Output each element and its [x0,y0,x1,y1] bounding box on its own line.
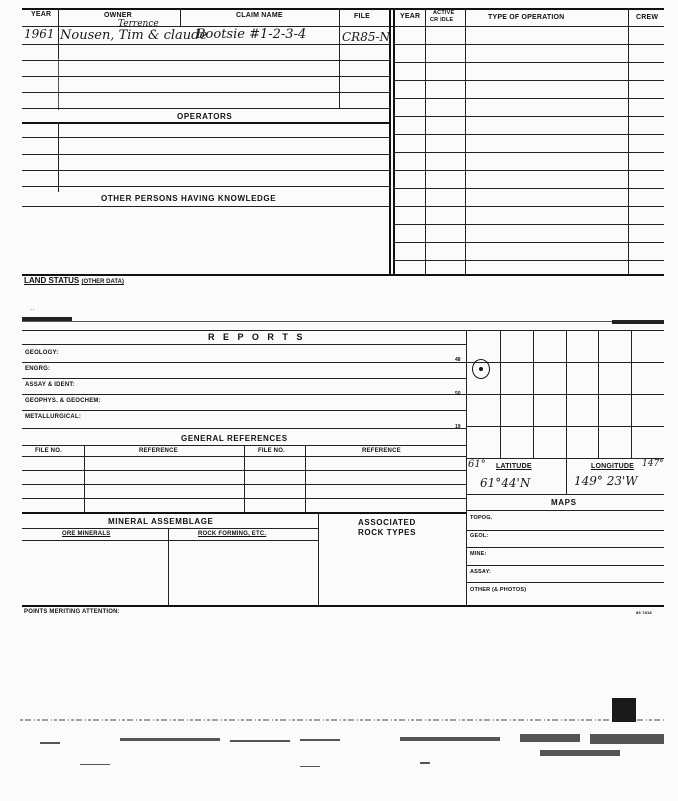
quadrant-value: 61° [468,459,486,470]
maps-topog: TOPOG. [470,515,493,521]
rule [22,410,466,411]
rule [466,530,664,531]
rule [22,330,664,331]
rule [22,344,466,345]
rule [22,60,390,61]
maps-mine: MINE: [470,551,487,557]
land-status-sub: (OTHER DATA) [81,279,124,285]
mineral-assemblage-heading: MINERAL ASSEMBLAGE [108,517,214,526]
rule [22,470,466,471]
rule [466,547,664,548]
land-status-label: LAND STATUS [24,276,80,285]
rule [394,134,664,135]
rule [394,80,664,81]
latitude-label: LATITUDE [496,463,532,470]
rule [389,8,391,276]
associated-rock-heading: ASSOCIATED [358,518,416,527]
rule [168,528,169,606]
rock-forming-label: ROCK FORMING, ETC. [198,531,267,537]
rule [394,98,664,99]
rule [466,394,664,395]
scan-noise [0,690,678,801]
reports-assay: ASSAY & IDENT: [25,382,75,388]
scan-smudge [612,320,664,324]
rule [394,224,664,225]
rule [22,8,664,10]
reports-geology: GEOLOGY: [25,350,59,356]
rule [22,362,466,363]
rule [425,8,426,276]
header-file: FILE [354,13,370,20]
points-meriting-attention-label: POINTS MERITING ATTENTION: [24,609,120,615]
rule [305,445,306,513]
rule [22,92,390,93]
rule [394,260,664,261]
rule [466,458,664,459]
header-type-of-operation: TYPE OF OPERATION [488,14,565,21]
reports-num-48: 48 [455,357,461,363]
rule [22,76,390,77]
rule [466,494,664,495]
rule [58,58,59,110]
ref-reference-2: REFERENCE [362,448,401,454]
reports-geophys: GEOPHYS. & GEOCHEM: [25,398,101,404]
operators-heading: OPERATORS [177,112,233,121]
rule [22,484,466,485]
rule [22,512,466,514]
rule [394,188,664,189]
reports-num-19: 19 [455,424,461,430]
rule [22,44,390,45]
longitude-value: 149° 23'W [574,474,638,488]
rule [22,170,390,171]
rule [84,445,85,513]
rule [466,605,664,607]
rule [22,154,390,155]
circle-mark-icon [472,359,490,379]
rule [628,8,629,276]
header-cr-idle: CR IDLE [430,17,454,23]
rule [394,62,664,63]
ref-file-no-1: FILE NO. [35,448,62,454]
rule [466,510,664,511]
form-number: 89 7818 [636,610,652,615]
ref-file-no-2: FILE NO. [258,448,285,454]
rule [22,428,466,429]
rule [58,122,59,192]
rule [465,8,466,276]
reports-metallurgical: METALLURGICAL: [25,414,82,420]
rule [22,321,664,322]
entry-claim: Bootsie #1-2-3-4 [196,27,307,42]
ref-reference-1: REFERENCE [139,448,178,454]
reports-engrg: ENGRG: [25,366,51,372]
rule [318,512,319,606]
rule [22,528,318,529]
rule [394,206,664,207]
entry-owner-first: Terrence [118,19,159,29]
header-crew: CREW [636,14,659,21]
rule [22,605,466,607]
rule [466,582,664,583]
rule [566,458,567,494]
rule [22,108,390,109]
longitude-quadrant: 147° [642,459,664,469]
rule [58,8,59,58]
longitude-label: LONGITUDE [591,463,635,470]
rule [22,498,466,499]
header-claim-name: CLAIM NAME [236,12,283,19]
header-active: ACTIVE [433,10,455,16]
header-owner: OWNER [104,12,132,19]
rule [394,170,664,171]
rule [22,378,466,379]
rule [466,362,664,363]
maps-heading: MAPS [551,498,577,507]
rule [22,540,318,541]
maps-geol: GEOL: [470,533,489,539]
reports-heading: R E P O R T S [208,332,306,342]
land-status-heading [24,276,124,285]
rule [394,152,664,153]
rule [22,122,390,124]
rule [244,445,245,513]
rule [339,8,340,108]
ore-minerals-label: ORE MINERALS [62,531,111,537]
associated-rock-heading-2: ROCK TYPES [358,528,417,537]
reports-num-50: 50 [455,391,461,397]
header-year: YEAR [31,11,52,18]
header-year-2: YEAR [400,13,421,20]
rule [394,116,664,117]
rule [393,8,395,276]
rule [180,8,181,26]
entry-owner: Nousen, Tim & claude [60,28,208,43]
dot-mark: .. [30,303,35,312]
entry-year: 1961 [24,27,55,41]
rule [22,137,390,138]
entry-file: CR85-N [342,30,391,44]
rule [466,565,664,566]
rule [466,426,664,427]
maps-other: OTHER (& PHOTOS) [470,587,527,593]
general-references-heading: GENERAL REFERENCES [181,434,288,443]
maps-assay: ASSAY: [470,569,492,575]
other-persons-heading: OTHER PERSONS HAVING KNOWLEDGE [101,194,277,203]
rule [22,394,466,395]
rule [22,206,390,207]
rule [394,242,664,243]
latitude-value: 61°44'N [480,476,531,490]
rule [22,186,390,187]
dot-icon [479,367,483,371]
rule [394,44,664,45]
